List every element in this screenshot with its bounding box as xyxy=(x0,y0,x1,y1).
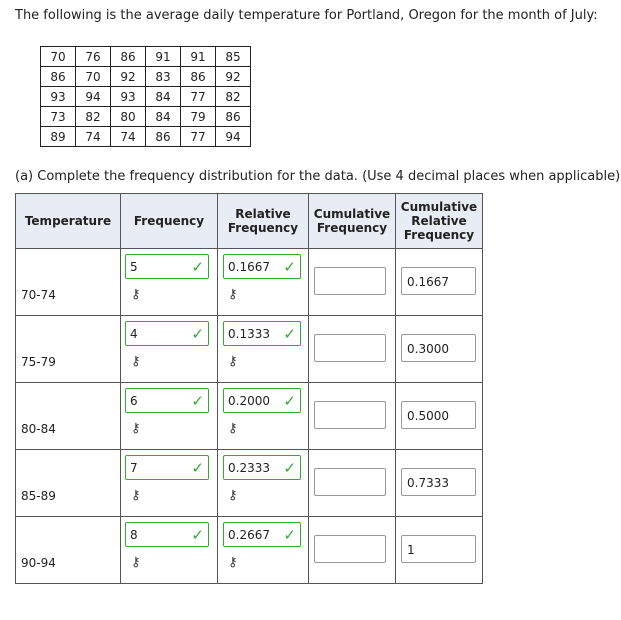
checkmark-icon: ✓ xyxy=(283,258,296,276)
cumulative-frequency-input[interactable] xyxy=(314,267,386,295)
raw-cell: 77 xyxy=(181,127,216,147)
temperature-class xyxy=(16,450,121,517)
raw-cell: 76 xyxy=(76,47,111,67)
frequency-input[interactable] xyxy=(125,522,209,547)
table-row xyxy=(16,316,483,383)
cumulative-frequency-input[interactable] xyxy=(314,334,386,362)
table-row xyxy=(16,450,483,517)
relative-frequency-value: 0.2667 xyxy=(228,528,270,542)
temperature-class xyxy=(16,316,121,383)
cumulative-relative-frequency-input[interactable]: 0.1667 xyxy=(401,267,476,295)
raw-cell: 86 xyxy=(41,67,76,87)
key-icon[interactable]: ⚷ xyxy=(131,421,141,436)
raw-cell: 93 xyxy=(41,87,76,107)
part-a-instructions: (a) Complete the frequency distribution for the data. (Use 4 decimal places when applicable) xyxy=(15,169,621,184)
relative-frequency-input[interactable] xyxy=(223,455,301,480)
checkmark-icon: ✓ xyxy=(283,526,296,544)
relative-frequency-value: 0.1333 xyxy=(228,327,270,341)
key-icon[interactable]: ⚷ xyxy=(228,354,238,369)
relative-frequency-value: 0.1667 xyxy=(228,260,270,274)
header-relative-frequency: Relative Frequency xyxy=(218,194,309,249)
table-row xyxy=(16,249,483,316)
raw-cell: 92 xyxy=(111,67,146,87)
checkmark-icon: ✓ xyxy=(283,459,296,477)
raw-cell: 70 xyxy=(41,47,76,67)
cumulative-frequency-input[interactable] xyxy=(314,535,386,563)
header-frequency: Frequency xyxy=(121,194,218,249)
cumulative-relative-frequency-input[interactable]: 1 xyxy=(401,535,476,563)
raw-cell: 70 xyxy=(76,67,111,87)
temperature-label: 80-84 xyxy=(21,421,56,436)
raw-cell: 94 xyxy=(76,87,111,107)
raw-cell: 94 xyxy=(216,127,251,147)
cumulative-frequency-input[interactable] xyxy=(314,401,386,429)
cumulative-relative-frequency-input[interactable]: 0.3000 xyxy=(401,334,476,362)
raw-cell: 92 xyxy=(216,67,251,87)
cumulative-frequency-input[interactable] xyxy=(314,468,386,496)
table-row xyxy=(16,517,483,584)
cumulative-relative-frequency-input[interactable]: 0.5000 xyxy=(401,401,476,429)
raw-cell: 86 xyxy=(216,107,251,127)
raw-row xyxy=(41,107,251,127)
raw-cell: 85 xyxy=(216,47,251,67)
raw-cell: 86 xyxy=(146,127,181,147)
raw-cell: 82 xyxy=(76,107,111,127)
checkmark-icon: ✓ xyxy=(191,258,204,276)
header-row xyxy=(16,194,483,249)
key-icon[interactable]: ⚷ xyxy=(131,488,141,503)
raw-cell: 73 xyxy=(41,107,76,127)
checkmark-icon: ✓ xyxy=(191,459,204,477)
temperature-class xyxy=(16,517,121,584)
temperature-label: 70-74 xyxy=(21,287,56,302)
raw-cell: 84 xyxy=(146,107,181,127)
key-icon[interactable]: ⚷ xyxy=(228,555,238,570)
header-cumulative-frequency: Cumulative Frequency xyxy=(309,194,396,249)
raw-row xyxy=(41,127,251,147)
raw-row xyxy=(41,67,251,87)
checkmark-icon: ✓ xyxy=(191,392,204,410)
raw-cell: 83 xyxy=(146,67,181,87)
relative-frequency-value: 0.2333 xyxy=(228,461,270,475)
raw-cell: 89 xyxy=(41,127,76,147)
raw-data-table xyxy=(40,46,251,147)
raw-cell: 86 xyxy=(111,47,146,67)
frequency-input[interactable] xyxy=(125,388,209,413)
raw-row xyxy=(41,47,251,67)
checkmark-icon: ✓ xyxy=(191,526,204,544)
checkmark-icon: ✓ xyxy=(191,325,204,343)
raw-cell: 91 xyxy=(181,47,216,67)
temperature-class xyxy=(16,249,121,316)
checkmark-icon: ✓ xyxy=(283,392,296,410)
raw-row xyxy=(41,87,251,107)
raw-cell: 86 xyxy=(181,67,216,87)
raw-cell: 74 xyxy=(76,127,111,147)
frequency-input[interactable] xyxy=(125,321,209,346)
key-icon[interactable]: ⚷ xyxy=(228,421,238,436)
checkmark-icon: ✓ xyxy=(283,325,296,343)
frequency-value: 8 xyxy=(130,528,138,542)
relative-frequency-input[interactable] xyxy=(223,388,301,413)
relative-frequency-input[interactable] xyxy=(223,254,301,279)
table-row xyxy=(16,383,483,450)
raw-cell: 93 xyxy=(111,87,146,107)
relative-frequency-input[interactable] xyxy=(223,321,301,346)
raw-cell: 91 xyxy=(146,47,181,67)
key-icon[interactable]: ⚷ xyxy=(131,354,141,369)
frequency-value: 7 xyxy=(130,461,138,475)
key-icon[interactable]: ⚷ xyxy=(131,555,141,570)
temperature-label: 85-89 xyxy=(21,488,56,503)
relative-frequency-input[interactable] xyxy=(223,522,301,547)
key-icon[interactable]: ⚷ xyxy=(228,287,238,302)
header-cumulative-relative-frequency: Cumulative Relative Frequency xyxy=(396,194,483,249)
frequency-value: 6 xyxy=(130,394,138,408)
header-temperature: Temperature xyxy=(16,194,121,249)
key-icon[interactable]: ⚷ xyxy=(131,287,141,302)
frequency-input[interactable] xyxy=(125,455,209,480)
raw-cell: 79 xyxy=(181,107,216,127)
raw-cell: 80 xyxy=(111,107,146,127)
raw-cell: 74 xyxy=(111,127,146,147)
temperature-label: 75-79 xyxy=(21,354,56,369)
frequency-table xyxy=(15,193,483,584)
cumulative-relative-frequency-input[interactable]: 0.7333 xyxy=(401,468,476,496)
frequency-value: 4 xyxy=(130,327,138,341)
raw-cell: 77 xyxy=(181,87,216,107)
frequency-value: 5 xyxy=(130,260,138,274)
question-intro: The following is the average daily temperature for Portland, Oregon for the month of July: xyxy=(15,8,598,23)
temperature-label: 90-94 xyxy=(21,555,56,570)
raw-cell: 84 xyxy=(146,87,181,107)
relative-frequency-value: 0.2000 xyxy=(228,394,270,408)
temperature-class xyxy=(16,383,121,450)
raw-cell: 82 xyxy=(216,87,251,107)
frequency-input[interactable] xyxy=(125,254,209,279)
key-icon[interactable]: ⚷ xyxy=(228,488,238,503)
